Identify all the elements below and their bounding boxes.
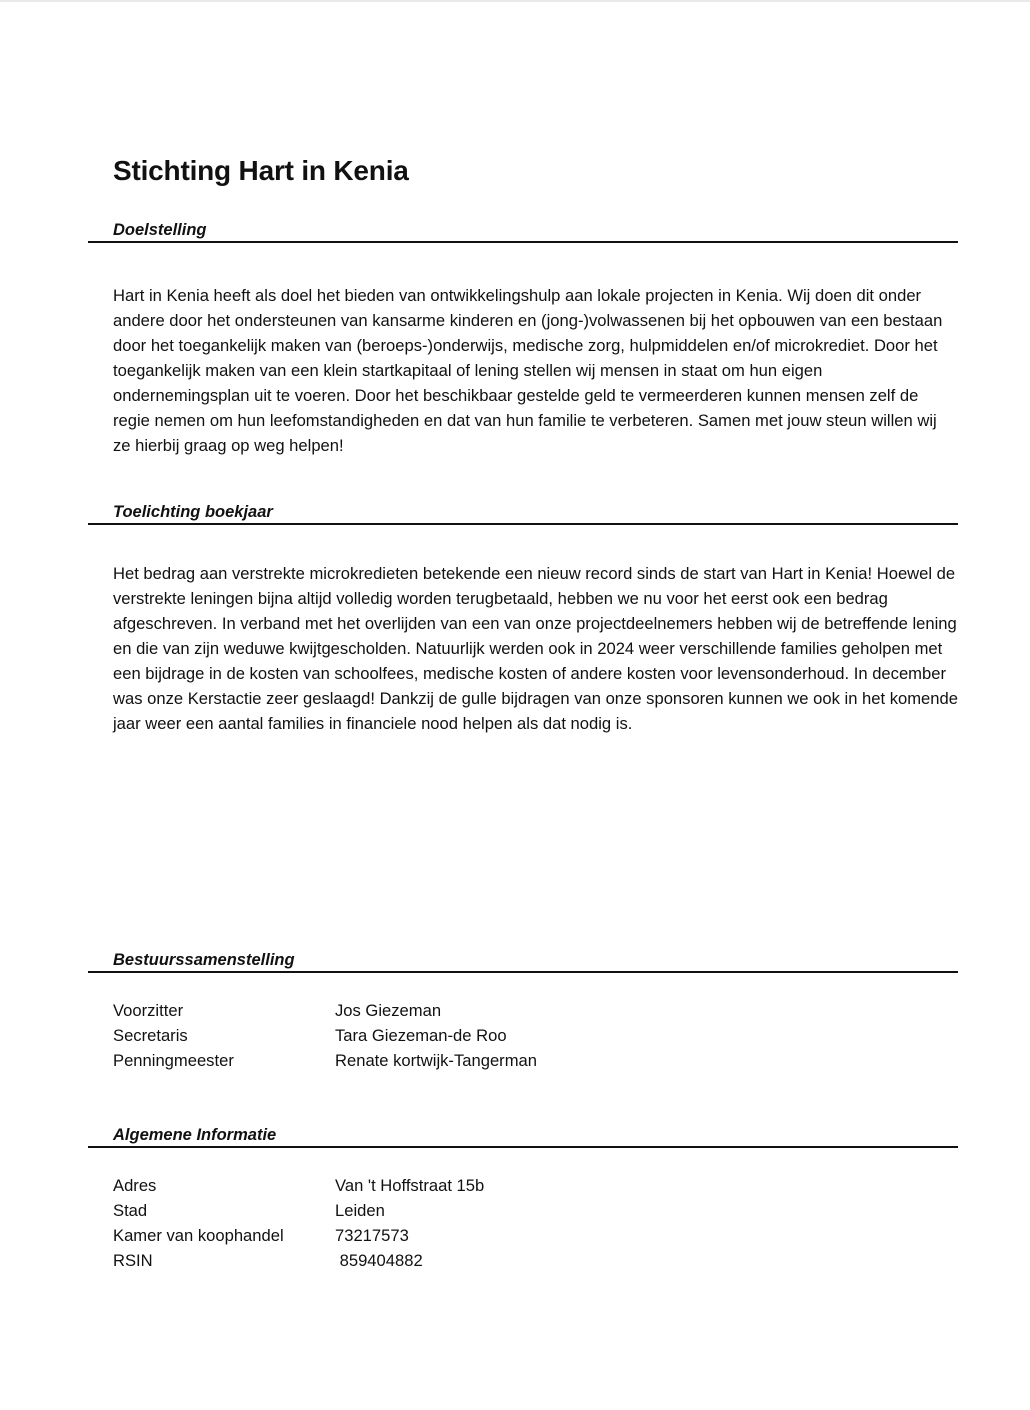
board-member: Renate kortwijk-Tangerman — [335, 1050, 537, 1070]
board-role: Penningmeester — [113, 1050, 234, 1070]
info-label: RSIN — [113, 1250, 153, 1270]
doelstelling-paragraph: Hart in Kenia heeft als doel het bieden van ontwikkelingshulp aan lokale projecten in Kenia. Wij doen dit onder andere door het ondersteunen van kansarme kinderen en (jong-)volwassenen bij het opbouwen van een bestaan door het toegankelijk maken van (beroeps-)onderwijs, medische zorg, hulpmiddelen en/of microkrediet. Door het toegankelijk maken van een klein startkapitaal of lening stellen wij mensen in staat om hun eigen ondernemingsplan uit te voeren. Door het beschikbaar gestelde geld te vermeerderen kunnen mensen zelf de regie nemen om hun leefomstandigheden en dat van hun familie te verbeteren. Samen met jouw steun willen wij ze hierbij graag op weg helpen! — [113, 286, 943, 455]
board-member: Jos Giezeman — [335, 1000, 442, 1020]
info-value: 73217573 — [335, 1225, 409, 1245]
section-heading: Toelichting boekjaar — [113, 503, 273, 521]
info-label: Stad — [113, 1200, 148, 1220]
section-header-bestuur — [88, 949, 958, 973]
section-heading: Doelstelling — [113, 221, 207, 239]
table-row — [113, 1048, 537, 1073]
board-role: Voorzitter — [113, 1000, 184, 1020]
section-header-doelstelling — [88, 219, 958, 243]
board-member: Tara Giezeman-de Roo — [335, 1025, 507, 1045]
info-value: Leiden — [335, 1200, 385, 1220]
toelichting-paragraph: Het bedrag aan verstrekte microkredieten betekende een nieuw record sinds de start van Hart in Kenia! Hoewel de verstrekte leningen bijna altijd volledig worden terugbetaald, hebben we nu voor het eerst ook een bedrag afgeschreven. In verband met het overlijden van een van onze projectdeelnemers hebben wij de betreffende lening en die van zijn weduwe kwijtgescholden. Natuurlijk werden ook in 2024 weer verschillende families geholpen met een bijdrage in de kosten van schoolfees, medische kosten of andere kosten voor levensonderhoud. In december was onze Kerstactie zeer geslaagd! Dankzij de gulle bijdragen van onze sponsoren kunnen we ook in het komende jaar weer een aantal families in financiele nood helpen als dat nodig is. — [113, 564, 958, 733]
section-header-toelichting — [88, 501, 958, 525]
section-heading: Algemene Informatie — [113, 1126, 277, 1144]
algemeen-table — [113, 1173, 484, 1273]
board-role: Secretaris — [113, 1025, 188, 1045]
table-row — [113, 1248, 484, 1273]
table-row — [113, 1173, 484, 1198]
page-top-border — [0, 0, 1030, 2]
info-value: Van 't Hoffstraat 15b — [335, 1175, 485, 1195]
section-heading: Bestuurssamenstelling — [113, 951, 295, 969]
info-value: 859404882 — [335, 1250, 423, 1270]
document-title: Stichting Hart in Kenia — [113, 155, 409, 186]
info-label: Kamer van koophandel — [113, 1225, 284, 1245]
table-row — [113, 1223, 484, 1248]
info-label: Adres — [113, 1175, 157, 1195]
table-row — [113, 1023, 537, 1048]
bestuur-table — [113, 998, 537, 1073]
section-header-algemeen — [88, 1124, 958, 1148]
table-row — [113, 998, 537, 1023]
table-row — [113, 1198, 484, 1223]
